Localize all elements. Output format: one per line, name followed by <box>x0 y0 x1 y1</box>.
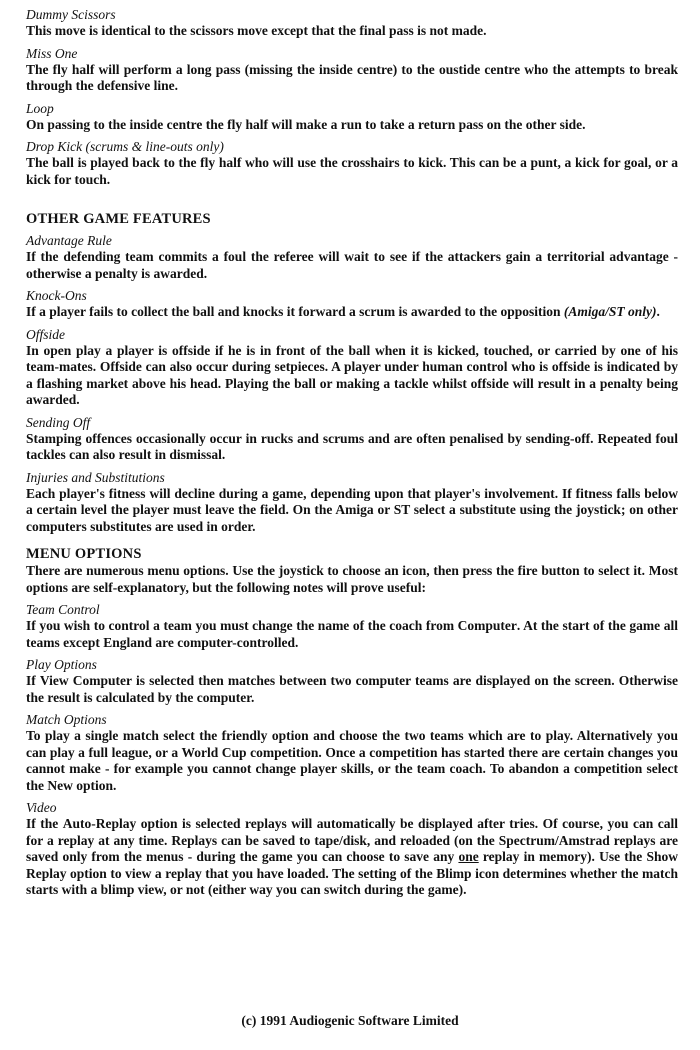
entry-heading: Offside <box>26 326 65 342</box>
body-text: option. <box>72 777 117 793</box>
body-text: If you wish to control a team you must change the name of the coach from <box>26 618 458 633</box>
section-title-other-game-features: OTHER GAME FEATURES <box>26 211 211 227</box>
body-text: If a player fails to collect the ball and knocks it forward a scrum is awarded to the opposition <box>26 304 564 319</box>
entry-heading: Team Control <box>26 602 100 617</box>
entry-body: On passing to the inside centre the fly half will make a run to take a return pass on the other side. <box>26 116 586 132</box>
entry-heading: Video <box>26 800 57 815</box>
body-text: . At the start of the game all teams except England are computer-controlled. <box>26 618 678 650</box>
entry-loop <box>26 100 678 134</box>
bold-term: Computer <box>457 618 517 633</box>
body-text: If <box>26 673 40 688</box>
entry-advantage-rule <box>26 232 678 282</box>
manual-page <box>26 6 678 899</box>
entry-knock-ons <box>26 287 678 321</box>
section-title-menu-options: MENU OPTIONS <box>26 546 142 562</box>
underlined-term: one <box>458 849 479 864</box>
bold-term: View Computer <box>39 673 132 688</box>
entry-body: Each player's fitness will decline during a game, depending upon that player's involvement. If fitness falls below a certain level the player must leave the field. On the Amiga or ST select a substitute using the joystick; on other computers substitutes are used in order. <box>26 485 678 534</box>
bold-term: Show Replay <box>26 849 678 881</box>
entry-drop-kick <box>26 138 678 188</box>
entry-body <box>26 728 678 794</box>
entry-injuries-substitutions <box>26 469 678 536</box>
entry-heading: Match Options <box>26 712 107 727</box>
entry-heading: Loop <box>26 100 54 116</box>
entry-body: The fly half will perform a long pass (missing the inside centre) to the oustide centre who the attempts to break through the defensive line. <box>26 61 678 93</box>
entry-video <box>26 799 678 899</box>
entry-heading: Miss One <box>26 45 78 61</box>
entry-body <box>26 618 678 651</box>
body-text: option to view a replay that you have loaded. The setting of the <box>66 865 437 881</box>
entry-body <box>26 673 678 706</box>
entry-offside <box>26 326 678 409</box>
body-text: To play a single match select the friendly option and choose the two teams which are to play. Alternatively you can play a full league, or a World Cup competition. Once a competition has started there are certain changes you cannot make - for example you cannot change player skills, or the team coach. To abandon a competition select the <box>26 728 678 793</box>
entry-team-control <box>26 601 678 651</box>
entry-heading: Play Options <box>26 657 97 672</box>
entry-body: If the defending team commits a foul the referee will wait to see if the attackers gain a territorial advantage - otherwise a penalty is awarded. <box>26 249 678 281</box>
entry-heading: Injuries and Substitutions <box>26 469 165 485</box>
bold-term: New <box>47 777 73 793</box>
body-text: option is selected replays will automatically be displayed after tries. Of course, you can call for a replay at any time. Replays can be saved to tape/disk, and reloaded (on the Spectrum/Amstrad replays are saved only from the menus - during the game you can choose to save any <box>26 816 678 864</box>
entry-heading: Advantage Rule <box>26 233 112 248</box>
menu-intro: There are numerous menu options. Use the joystick to choose an icon, then press the fire button to select it. Most options are self-explanatory, but the following notes will prove useful: <box>26 563 678 595</box>
entry-match-options <box>26 711 678 794</box>
entry-heading: Drop Kick (scrums & line-outs only) <box>26 139 224 154</box>
entry-heading: Knock-Ons <box>26 288 87 303</box>
entry-dummy-scissors <box>26 6 678 40</box>
entry-sending-off <box>26 414 678 464</box>
entry-body: Stamping offences occasionally occur in rucks and scrums and are often penalised by sending-off. Repeated foul tackles can also result in dismissal. <box>26 430 678 462</box>
bold-term: Auto-Replay <box>62 816 137 831</box>
entry-body <box>26 304 678 321</box>
body-text: If the <box>26 816 63 831</box>
entry-body: In open play a player is offside if he is in front of the ball when it is kicked, touched, or carried by one of his team-mates. Offside can also occur during setpieces. A player under human control who is offside is indicated by a flashing market above his head. Playing the ball or making a tackle whilst offside will result in a penalty being awarded. <box>26 342 678 407</box>
copyright-footer: (c) 1991 Audiogenic Software Limited <box>241 1013 459 1028</box>
body-text: . <box>656 304 660 319</box>
entry-heading: Sending Off <box>26 414 91 430</box>
body-text: replay in memory). Use the <box>478 849 647 864</box>
body-italic-text: (Amiga/ST only) <box>563 304 657 319</box>
entry-heading: Dummy Scissors <box>26 7 116 22</box>
entry-body: The ball is played back to the fly half who will use the crosshairs to kick. This can be a punt, a kick for goal, or a kick for touch. <box>26 155 678 187</box>
entry-miss-one <box>26 45 678 95</box>
entry-play-options <box>26 656 678 706</box>
entry-body <box>26 816 678 899</box>
body-text: is selected then matches between two computer teams are displayed on the screen. Otherwise the result is calculated by the computer. <box>26 673 678 705</box>
body-text: icon determines whether the match starts with a blimp view, or not (either way you can switch during the game). <box>26 865 679 897</box>
entry-body: This move is identical to the scissors move except that the final pass is not made. <box>26 23 487 38</box>
bold-term: Blimp <box>436 865 472 881</box>
